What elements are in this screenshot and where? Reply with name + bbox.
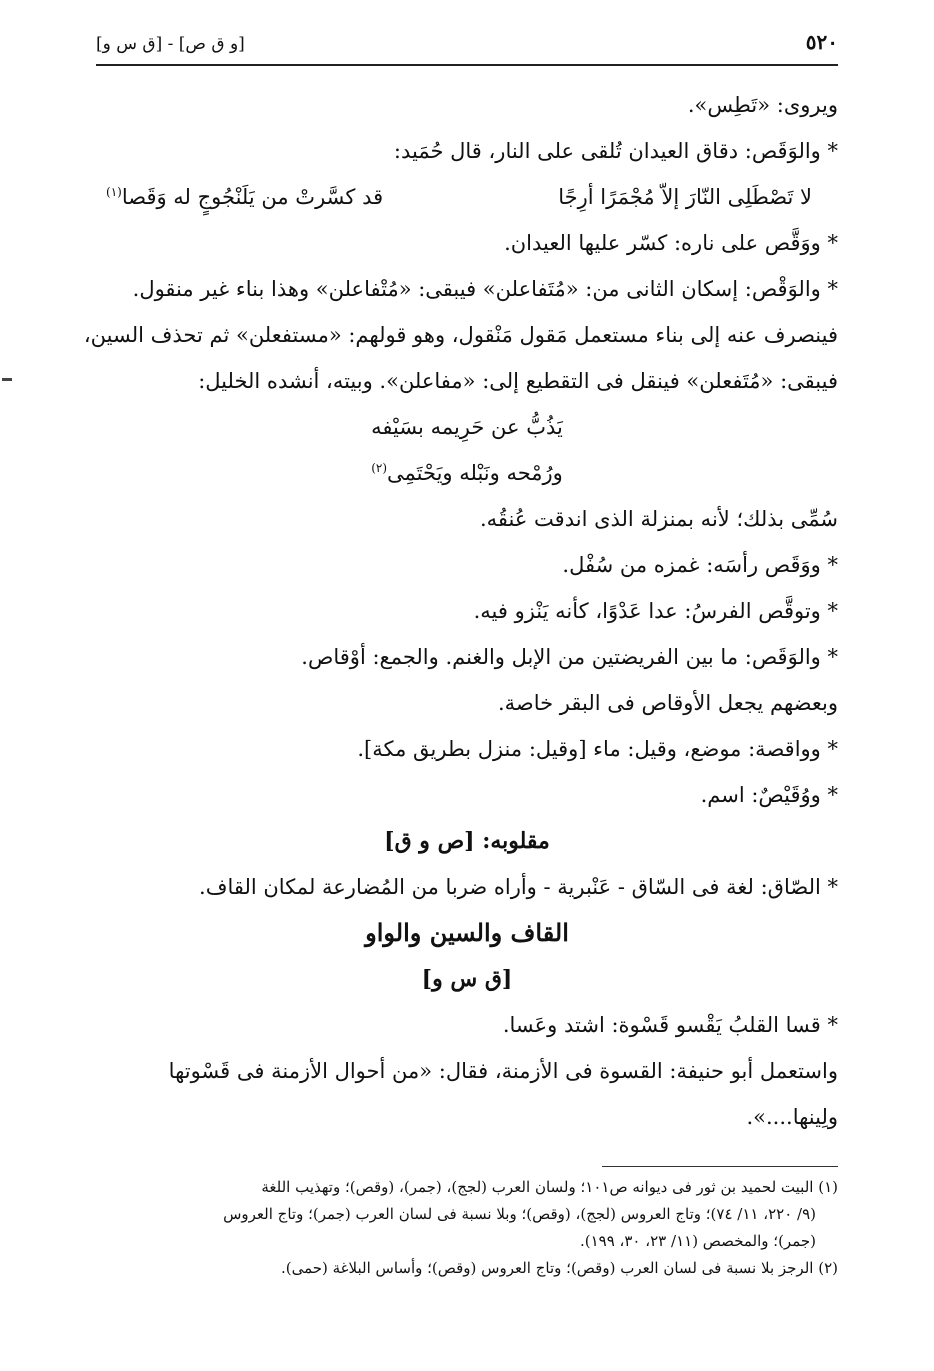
main-text xyxy=(83,82,838,1140)
verse-hemistich-first: لا تَصْطَلِى النّارَ إلاّ مُجْمَرًا أرِجًا xyxy=(558,185,812,209)
page-number: ٥٢٠ xyxy=(805,30,838,54)
footnote-line: (جمر)؛ والمخصص (١١/ ٢٣، ٣٠، ١٩٩). xyxy=(579,1232,816,1250)
margin-mark xyxy=(2,378,12,381)
verse-hemistich-text: قد كسَّرتْ من يَلَنْجُوجٍ له وَقَصا xyxy=(121,185,384,209)
text-line: سُمِّى بذلك؛ لأنه بمنزلة الذى اندقت عُنقُه. xyxy=(479,507,838,531)
footnote-line: (٩/ ٢٢٠، ١١/ ٧٤)؛ وتاج العروس (لجج)، (وقص)؛ وبلا نسبة فى لسان العرب (جمر)؛ وتاج العروس xyxy=(223,1205,816,1223)
text-line: * ووَقَص رأسَه: غمزه من سُفْل. xyxy=(562,553,838,577)
section-heading-root: [ق س و] xyxy=(421,966,513,992)
footnote-ref: (١) xyxy=(106,185,122,199)
text-line: فيبقى: «مُتَفعلن» فينقل فى التقطيع إلى: «مفاعلن». وبيته، أنشده الخليل: xyxy=(198,369,838,393)
footnote-rule xyxy=(602,1166,838,1167)
text-line: * والوَقَص: دقاق العيدان تُلقى على النار، قال حُمَيد: xyxy=(393,139,838,163)
text-line: واستعمل أبو حنيفة: القسوة فى الأزمنة، فقال: «من أحوال الأزمنة فى قَسْوتها xyxy=(168,1059,838,1083)
text-line: * والوَقَص: ما بين الفريضتين من الإبل والغنم. والجمع: أوْقاص. xyxy=(301,645,838,669)
text-line: * وواقصة: موضع، وقيل: ماء [وقيل: منزل بطريق مكة]. xyxy=(357,737,838,761)
text-line: ولِينها....». xyxy=(746,1105,838,1129)
footnote-ref: (٢) xyxy=(371,461,388,475)
footnotes xyxy=(96,1174,838,1282)
rajaz-text: ورُمْحه ونَبْله ويَحْتَمِى xyxy=(387,461,563,485)
header-rule xyxy=(96,64,838,66)
verse-line xyxy=(96,174,838,220)
text-line: * والوَقْص: إسكان الثانى من: «مُتَفاعلن» فيبقى: «مُتْفاعلن» وهذا بناء غير منقول. xyxy=(132,277,838,301)
footnote-line: (١) البيت لحميد بن ثور فى ديوانه ص١٠١؛ ولسان العرب (لجج)، (جمر)، (وقص)؛ وتهذيب اللغة xyxy=(261,1178,838,1196)
text-line: * قسا القلبُ يَقْسو قَسْوة: اشتد وعَسا. xyxy=(502,1013,838,1037)
text-line: ويروى: «تَطِس». xyxy=(687,93,838,117)
rajaz-line xyxy=(96,450,838,496)
text-line: فينصرف عنه إلى بناء مستعمل مَقول مَنْقول، وهو قولهم: «مستفعلن» ثم تحذف السين، xyxy=(83,323,838,347)
text-line: * وتوقَّص الفرسُ: عدا عَدْوًا، كأنه يَنْزو فيه. xyxy=(473,599,838,623)
text-line: وبعضهم يجعل الأوقاص فى البقر خاصة. xyxy=(497,691,838,715)
text-line: * ووَقَّص على ناره: كسّر عليها العيدان. xyxy=(504,231,838,255)
running-title: [و ق ص] - [ق س و] xyxy=(96,34,245,54)
rajaz-line: يَذُبُّ عن حَرِيمه بسَيْفه xyxy=(371,415,563,439)
section-heading-title: القاف والسين والواو xyxy=(365,918,569,947)
section-heading-maqlub: مقلوبه: [ص و ق] xyxy=(384,828,550,854)
footnote-line: (٢) الرجز بلا نسبة فى لسان العرب (وقص)؛ وتاج العروس (وقص)؛ وأساس البلاغة (حمى). xyxy=(280,1259,838,1277)
verse-hemistich-second xyxy=(106,174,383,220)
text-line: * الصّاق: لغة فى السّاق - عَنْبرية - وأراه ضربا من المُضارعة لمكان القاف. xyxy=(199,875,838,899)
text-line: * ووُقَيْصٌ: اسم. xyxy=(700,783,838,807)
